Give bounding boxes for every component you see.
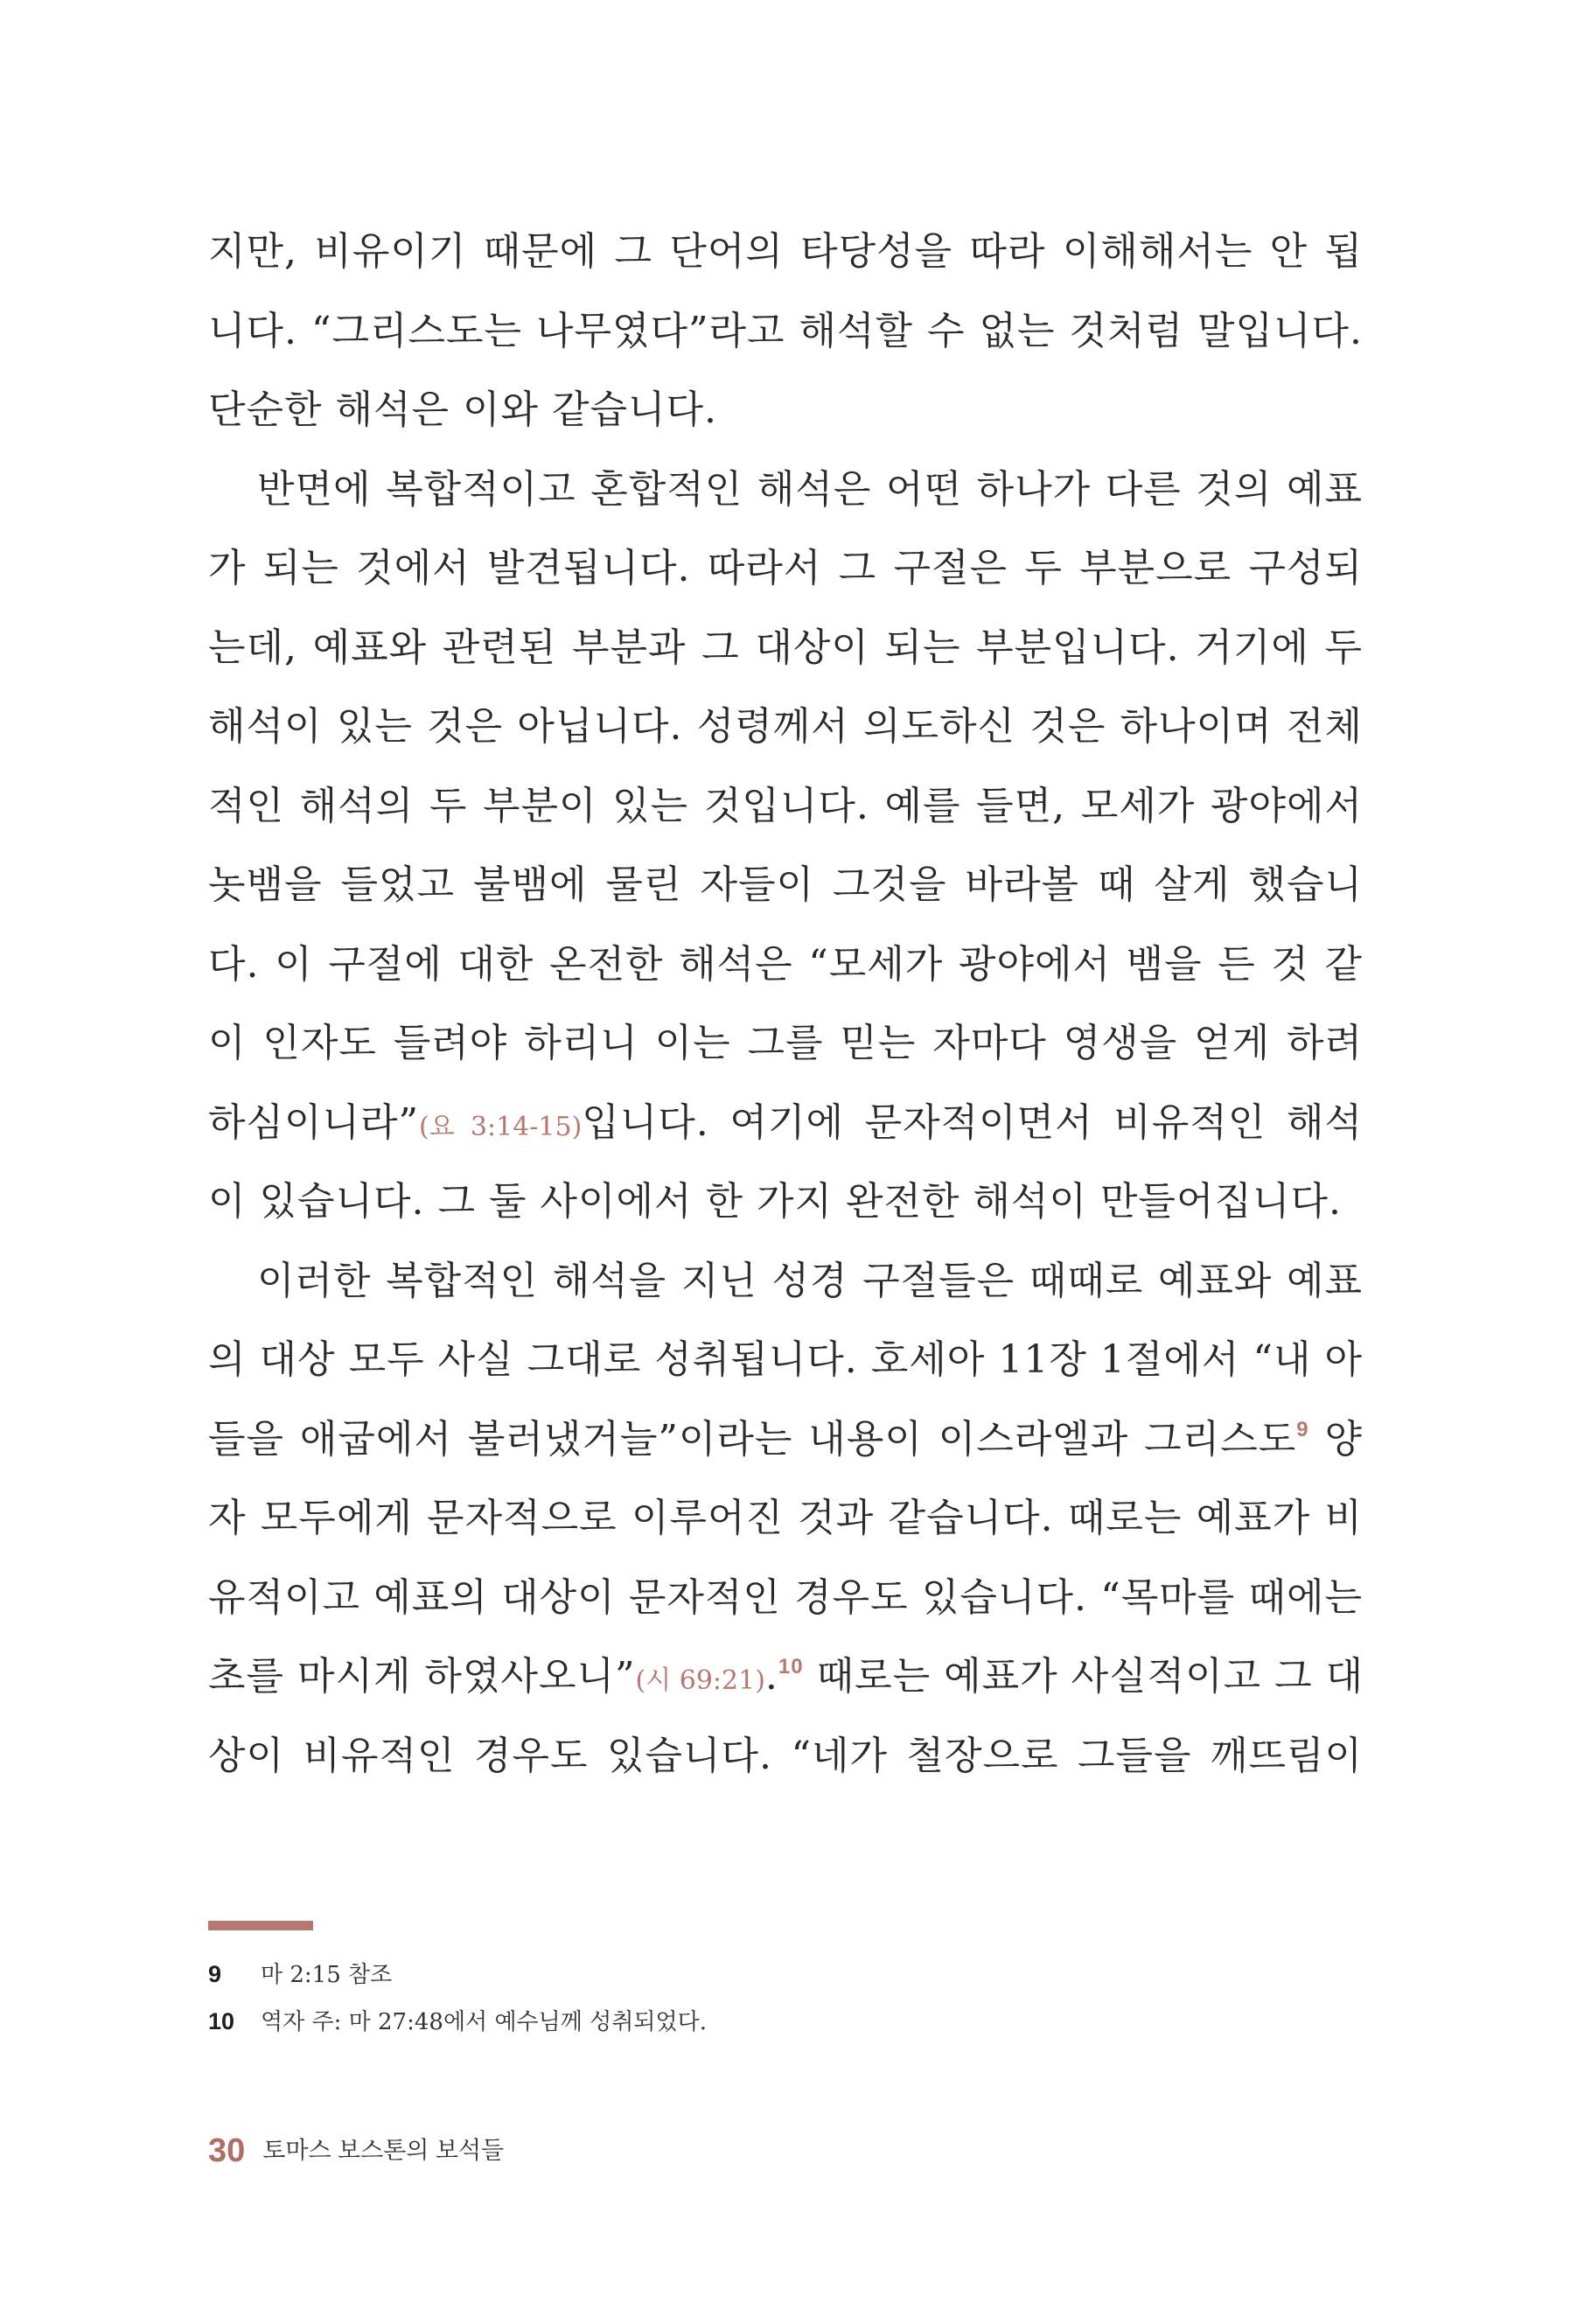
text-segment: 때로는 예표가 사실적이고 그 대 — [803, 1654, 1364, 1699]
running-title: 토마스 보스톤의 보석들 — [262, 2137, 505, 2164]
footnote-item — [208, 1998, 1363, 2045]
page-number: 30 — [208, 2132, 246, 2169]
text-line: 놋뱀을 들었고 불뱀에 물린 자들이 그것을 바라볼 때 살게 했습니 — [208, 862, 1363, 907]
text-segment: 들을 애굽에서 불러냈거늘”이라는 내용이 이스라엘과 그리스도 — [208, 1416, 1297, 1462]
scripture-reference: (요 3:14-15) — [419, 1111, 583, 1142]
footnote-item — [208, 1951, 1363, 1998]
footnote-number: 9 — [208, 1961, 222, 1987]
text-line: 상이 비유적인 경우도 있습니다. “네가 철장으로 그들을 깨뜨림이 — [208, 1733, 1363, 1778]
text-line: 반면에 복합적이고 혼합적인 해석은 어떤 하나가 다른 것의 예표 — [257, 466, 1363, 512]
footnote-marker[interactable]: 10 — [778, 1655, 804, 1678]
text-line: 지만, 비유이기 때문에 그 단어의 타당성을 따라 이해해서는 안 됩 — [208, 229, 1363, 274]
text-line: 니다. “그리스도는 나무였다”라고 해석할 수 없는 것처럼 말입니다. — [208, 308, 1363, 353]
footnote-marker[interactable]: 9 — [1296, 1417, 1309, 1441]
text-line: 단순한 해석은 이와 같습니다. — [208, 387, 717, 432]
text-line: 이 있습니다. 그 둘 사이에서 한 가지 완전한 해석이 만들어집니다. — [208, 1179, 1342, 1224]
text-line — [208, 1637, 1363, 1717]
footnote-number: 10 — [208, 2008, 235, 2034]
page-footer — [208, 2124, 504, 2176]
text-line — [208, 1400, 1363, 1480]
text-line: 유적이고 예표의 대상이 문자적인 경우도 있습니다. “목마를 때에는 — [208, 1574, 1363, 1620]
body-text — [208, 213, 1363, 1796]
text-line: 이러한 복합적인 해석을 지닌 성경 구절들은 때때로 예표와 예표 — [257, 1258, 1363, 1303]
text-line: 다. 이 구절에 대한 온전한 해석은 “모세가 광야에서 뱀을 든 것 같 — [208, 941, 1363, 987]
text-line: 이 인자도 들려야 하리니 이는 그를 믿는 자마다 영생을 얻게 하려 — [208, 1021, 1363, 1065]
text-line: 가 되는 것에서 발견됩니다. 따라서 그 구절은 두 부분으로 구성되 — [208, 546, 1363, 590]
text-segment: . — [764, 1654, 778, 1699]
text-line: 적인 해석의 두 부분이 있는 것입니다. 예를 들면, 모세가 광야에서 — [208, 783, 1363, 828]
footnotes — [208, 1951, 1363, 2045]
text-segment: 입니다. 여기에 문자적이면서 비유적인 해석 — [582, 1099, 1363, 1145]
footnote-text: 마 2:15 참조 — [261, 1962, 393, 1988]
scripture-reference: (시 69:21) — [635, 1665, 765, 1696]
text-line: 자 모두에게 문자적으로 이루어진 것과 같습니다. 때로는 예표가 비 — [208, 1496, 1363, 1540]
text-segment: 초를 마시게 하였사오니” — [208, 1654, 636, 1699]
text-line — [208, 1084, 1363, 1163]
footnote-divider — [208, 1921, 313, 1930]
text-segment: 하심이니라” — [208, 1099, 420, 1145]
text-line: 해석이 있는 것은 아닙니다. 성령께서 의도하신 것은 하나이며 전체 — [208, 704, 1363, 749]
text-line: 의 대상 모두 사실 그대로 성취됩니다. 호세아 11장 1절에서 “내 아 — [208, 1337, 1363, 1382]
footnote-text: 역자 주: 마 27:48에서 예수님께 성취되었다. — [261, 2009, 708, 2035]
text-line: 는데, 예표와 관련된 부분과 그 대상이 되는 부분입니다. 거기에 두 — [208, 625, 1363, 670]
text-segment: 양 — [1308, 1416, 1363, 1462]
